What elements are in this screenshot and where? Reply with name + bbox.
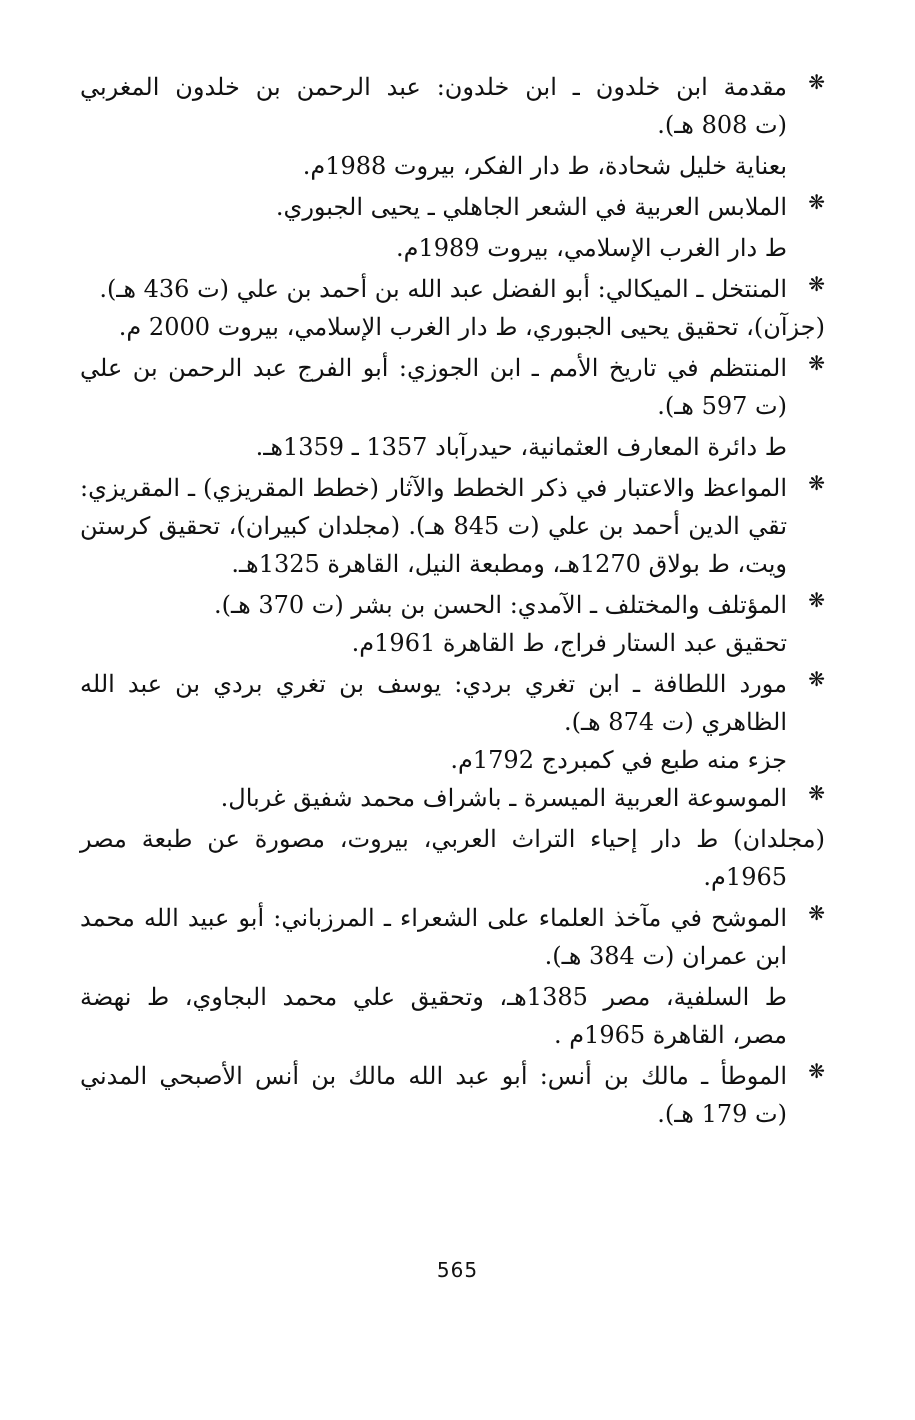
entry-title-line: المنتخل ـ الميكالي: أبو الفضل عبد الله بن أحمد بن علي (ت 436 هـ). xyxy=(99,275,787,303)
asterisk-bullet-icon: ❋ xyxy=(808,901,825,925)
entry-title-line: الموشح في مآخذ العلماء على الشعراء ـ المرزباني: أبو عبيد الله محمد xyxy=(80,904,787,932)
asterisk-bullet-icon: ❋ xyxy=(808,781,825,805)
entry-title-line: (ت 808 هـ). xyxy=(657,111,787,139)
entry-publication-note: بعناية خليل شحادة، ط دار الفكر، بيروت 1988م. xyxy=(302,152,787,180)
entry-publication-note: 1965م. xyxy=(703,863,787,891)
asterisk-bullet-icon: ❋ xyxy=(808,667,825,691)
entry-title-line: الظاهري (ت 874 هـ). xyxy=(563,708,787,736)
asterisk-bullet-icon: ❋ xyxy=(808,351,825,375)
bibliography-page xyxy=(80,68,825,1133)
entry-title-line: ابن عمران (ت 384 هـ). xyxy=(544,942,787,970)
entry-publication-note: (جزآن)، تحقيق يحيى الجبوري، ط دار الغرب الإسلامي، بيروت 2000 م. xyxy=(118,313,825,341)
bibliography-entry xyxy=(80,68,825,144)
entry-title-line: المواعظ والاعتبار في ذكر الخطط والآثار (خطط المقريزي) ـ المقريزي: xyxy=(80,474,787,502)
entry-publication-note: جزء منه طبع في كمبردج 1792م. xyxy=(450,746,787,774)
entry-publication-note: مصر، القاهرة 1965م . xyxy=(553,1021,787,1049)
bibliography-entry xyxy=(80,1057,825,1133)
entry-title-line: مقدمة ابن خلدون ـ ابن خلدون: عبد الرحمن بن خلدون المغربي xyxy=(80,73,787,101)
asterisk-bullet-icon: ❋ xyxy=(808,471,825,495)
entry-title-line: ويت، ط بولاق 1270هـ، ومطبعة النيل، القاهرة 1325هـ. xyxy=(231,550,787,578)
entry-publication-note: ط دار الغرب الإسلامي، بيروت 1989م. xyxy=(396,234,787,262)
bibliography-entry xyxy=(80,899,825,975)
bibliography-entry xyxy=(80,270,825,308)
asterisk-bullet-icon: ❋ xyxy=(808,70,825,94)
bibliography-entry xyxy=(80,188,825,226)
entry-title-line: الموطأ ـ مالك بن أنس: أبو عبد الله مالك بن أنس الأصبحي المدني xyxy=(80,1062,787,1090)
entry-title-line: (ت 179 هـ). xyxy=(657,1100,787,1128)
entry-title-line: الموسوعة العربية الميسرة ـ باشراف محمد شفيق غربال. xyxy=(220,784,787,812)
entry-title-line: (ت 597 هـ). xyxy=(657,392,787,420)
asterisk-bullet-icon: ❋ xyxy=(808,272,825,296)
bibliography-entry xyxy=(80,586,825,624)
page-number: 565 xyxy=(436,1258,479,1282)
entry-title-line: الملابس العربية في الشعر الجاهلي ـ يحيى الجبوري. xyxy=(275,193,787,221)
bibliography-entry xyxy=(80,779,825,817)
entry-title-line: تقي الدين أحمد بن علي (ت 845 هـ). (مجلدان كبيران)، تحقيق كرستن xyxy=(80,512,787,540)
asterisk-bullet-icon: ❋ xyxy=(808,190,825,214)
entry-publication-note: (مجلدان) ط دار إحياء التراث العربي، بيروت، مصورة عن طبعة مصر xyxy=(80,825,825,853)
bibliography-entry xyxy=(80,469,825,583)
asterisk-bullet-icon: ❋ xyxy=(808,588,825,612)
entry-title-line: المنتظم في تاريخ الأمم ـ ابن الجوزي: أبو الفرج عبد الرحمن بن علي xyxy=(80,354,787,382)
asterisk-bullet-icon: ❋ xyxy=(808,1059,825,1083)
entry-publication-note: ط السلفية، مصر 1385هـ، وتحقيق علي محمد البجاوي، ط نهضة xyxy=(80,983,787,1011)
entry-title-line: المؤتلف والمختلف ـ الآمدي: الحسن بن بشر (ت 370 هـ). xyxy=(214,591,787,619)
entry-publication-note: ط دائرة المعارف العثمانية، حيدرآباد 1357 ـ 1359هـ. xyxy=(255,433,787,461)
bibliography-entry xyxy=(80,665,825,741)
entry-publication-note: تحقيق عبد الستار فراج، ط القاهرة 1961م. xyxy=(351,629,787,657)
bibliography-entry xyxy=(80,349,825,425)
entry-title-line: مورد اللطافة ـ ابن تغري بردي: يوسف بن تغري بردي بن عبد الله xyxy=(80,670,787,698)
